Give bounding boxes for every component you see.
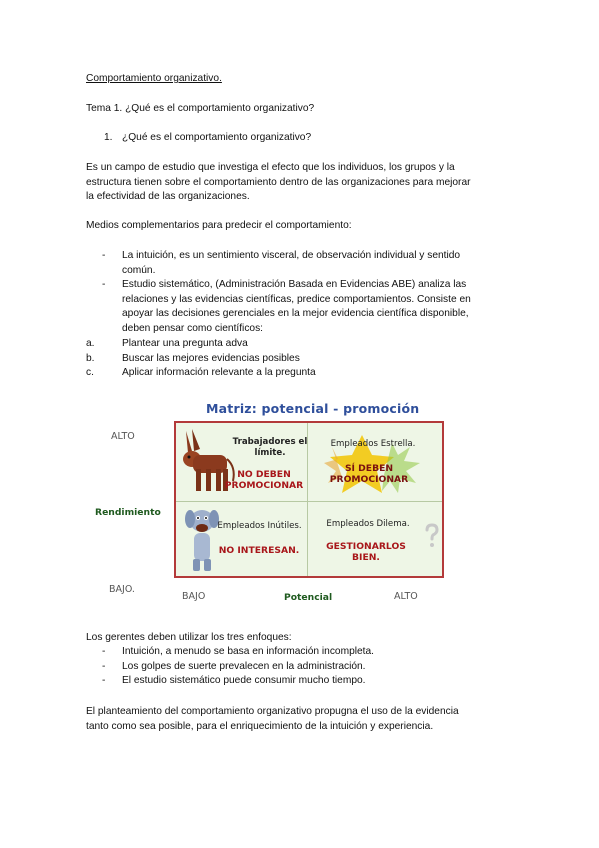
list-marker: -	[102, 646, 106, 657]
list-marker: b.	[86, 352, 95, 364]
list-item-line: La intuición, es un sentimiento visceral, de observación individual y sentido	[122, 250, 461, 261]
list-item-line: apoyar las decisiones gerenciales en la mejor evidencia científica disponible,	[122, 308, 469, 319]
topic-heading: Tema 1. ¿Qué es el comportamiento organizativo?	[86, 103, 315, 114]
list-item	[102, 660, 512, 675]
dog-icon	[182, 505, 224, 575]
question-mark-icon	[424, 523, 440, 549]
list-item-line: Buscar las mejores evidencias posibles	[122, 352, 300, 364]
steps-list	[86, 337, 516, 381]
x-axis-label: Potencial	[284, 592, 333, 603]
cell-top-left-action-line: NO DEBEN	[237, 469, 291, 480]
cell-top-right-action	[314, 463, 424, 485]
list-item	[102, 278, 512, 336]
cell-top-left-label-line: límite.	[254, 448, 286, 458]
cell-bottom-right-action	[316, 541, 416, 563]
list-marker: -	[102, 250, 106, 261]
cell-top-left-action	[218, 469, 310, 491]
document-title: Comportamiento organizativo.	[86, 73, 222, 84]
closing-paragraph	[86, 705, 511, 734]
list-marker: -	[102, 279, 106, 290]
medios-list	[102, 249, 512, 336]
y-axis-low-label: BAJO.	[109, 584, 135, 595]
cell-bottom-left-label: Empleados Inútiles.	[217, 521, 302, 531]
definition-paragraph	[86, 161, 511, 205]
numbered-question-number: 1.	[104, 132, 113, 143]
cell-bottom-right-action-line: BIEN.	[352, 552, 380, 563]
list-item-text: Intuición, a menudo se basa en información incompleta.	[122, 646, 375, 657]
gerentes-heading: Los gerentes deben utilizar los tres enfoques:	[86, 632, 292, 643]
closing-line: El planteamiento del comportamiento organizativo propugna el uso de la evidencia	[86, 706, 459, 717]
numbered-question	[104, 131, 311, 146]
list-item-line: común.	[122, 264, 156, 276]
cell-top-right-label: Empleados Estrella.	[330, 439, 416, 449]
list-item	[86, 366, 516, 381]
cell-bottom-left-action: NO INTERESAN.	[218, 545, 300, 556]
medios-heading: Medios complementarios para predecir el comportamiento:	[86, 220, 352, 231]
matrix-grid	[174, 421, 444, 578]
list-marker: a.	[86, 338, 95, 349]
y-axis-high-label: ALTO	[111, 431, 135, 442]
numbered-question-text: ¿Qué es el comportamiento organizativo?	[122, 132, 312, 143]
list-item-text: El estudio sistemático puede consumir mucho tiempo.	[122, 675, 366, 686]
cell-top-right-action-line: PROMOCIONAR	[329, 474, 409, 485]
list-item-line: Estudio sistemático, (Administración Basada en Evidencias ABE) analiza las	[122, 279, 467, 290]
definition-line: la efectividad de las organizaciones.	[86, 191, 250, 202]
promotion-matrix-figure	[95, 396, 440, 611]
list-item-line: Aplicar información relevante a la pregunta	[122, 367, 316, 378]
list-item	[86, 337, 516, 352]
definition-line: Es un campo de estudio que investiga el efecto que los individuos, los grupos y la	[86, 162, 455, 173]
list-marker: c.	[86, 367, 94, 378]
closing-line: tanto como sea posible, para el enriquecimiento de la intuición y experiencia.	[86, 720, 434, 732]
x-axis-low-label: BAJO	[182, 591, 206, 602]
cell-bottom-right-label: Empleados Dilema.	[326, 519, 410, 529]
grid-divider-horizontal	[176, 501, 442, 502]
cell-top-right-action-line: SÍ DEBEN	[344, 463, 394, 474]
gerentes-list	[102, 645, 512, 689]
definition-line: estructura tienen sobre el comportamiento dentro de las organizaciones para mejorar	[86, 176, 471, 188]
list-marker: -	[102, 675, 106, 686]
y-axis-label: Rendimiento	[95, 507, 161, 518]
list-item-text: Los golpes de suerte prevalecen en la administración.	[122, 660, 366, 672]
cell-top-left-action-line: PROMOCIONAR	[224, 480, 304, 491]
list-item	[102, 645, 512, 660]
list-item	[102, 249, 512, 278]
list-marker: -	[102, 660, 106, 672]
list-item-line: deben pensar como científicos:	[122, 322, 264, 334]
list-item-line: Plantear una pregunta adva	[122, 338, 248, 349]
cell-bottom-right-action-line: GESTIONARLOS	[326, 541, 406, 552]
x-axis-high-label: ALTO	[394, 591, 418, 602]
list-item	[86, 352, 516, 367]
cell-top-left-label-line: Trabajadores el	[232, 437, 308, 447]
list-item	[102, 674, 512, 689]
list-item-line: relaciones y las evidencias científicas, predice comportamientos. Consiste en	[122, 293, 471, 305]
cell-top-left-label	[230, 437, 310, 459]
matrix-title: Matriz: potencial - promoción	[206, 401, 420, 416]
